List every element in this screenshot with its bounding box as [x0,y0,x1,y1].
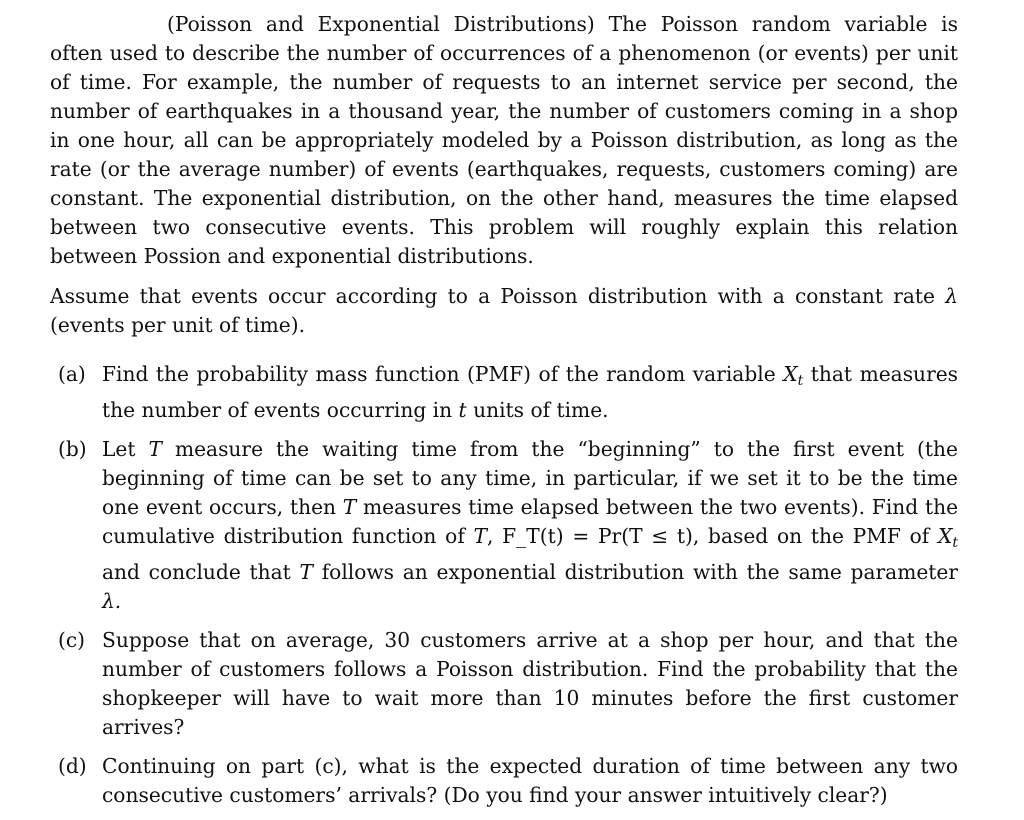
question-b-text-2: measure the waiting time from the “beginning” to the first event (the beginning of time can be set to any time, in particular, if we set it to be the time one event occurs, then [102,437,958,519]
lambda-symbol: λ. [102,589,122,613]
lambda-symbol: λ [945,284,958,308]
assumption-text: Assume that events occur according to a Poisson distribution with a constant rate [50,284,935,308]
question-b-text-3: measures time elapsed between the two events). Find the cumulative distribution function of [102,495,959,548]
problem-heading: (Poisson and Exponential Distributions) [167,12,595,36]
question-b-text-4: based on the PMF of [708,524,930,548]
question-b-label: (b) [58,437,87,461]
variable-t: t [458,398,467,422]
question-list [50,360,958,810]
variable-x-t: $X_t$ [783,362,804,389]
question-a-text-3: units of time. [473,398,609,422]
question-d-text: Continuing on part (c), what is the expected duration of time between any two consecutive customers’ arrivals? (Do you find your answer intuitively clear?) [102,754,958,807]
question-a-text-1: Find the probability mass function (PMF) of the random variable [102,362,776,386]
assumption-tail: (events per unit of time). [50,313,305,337]
question-a-text-2: that measures the number of events occurring in [102,362,959,422]
question-c-label: (c) [58,628,86,652]
question-d-label: (d) [58,754,87,778]
variable-T: T [342,495,357,519]
variable-x-t: $X_t$ [937,524,958,551]
cdf-formula: F_T(t) = Pr(T ≤ t), [502,524,700,548]
question-a [50,360,958,425]
question-b: (b) Let T measure the waiting time from the “beginning” to the first event (the beginning of time can be set to any time, in particular, if we set it to be the time one event occurs, then T measures time elapsed between the two events). Find the cumulative distribution function of T, F_T(t) = Pr(T ≤ t), based on the PMF of $X_t$ and conclude that T follows an exponential distribution with the same parameter λ. [58,437,959,613]
intro-paragraph [50,10,958,271]
question-b-text-6: follows an exponential distribution with the same parameter [321,560,959,584]
question-b-text-1: Let [102,437,136,461]
variable-T: T [299,560,313,584]
question-b-text-5: and conclude that [102,560,291,584]
assumption-paragraph [50,282,958,340]
variable-T: T [473,524,487,548]
intro-text: The Poisson random variable is often used to describe the number of occurrences of a phenomenon (or events) per unit of time. For example, the number of requests to an internet service per second, the number of earthquakes in a thousand year, the number of customers coming in a shop in one hour, all can be appropriately modeled by a Poisson distribution, as long as the rate (or the average number) of events (earthquakes, requests, customers coming) are constant. The exponential distribution, on the other hand, measures the time elapsed between two consecutive events. This problem will roughly explain this relation between Possion and exponential distributions. [50,12,959,268]
problem-document [50,10,958,820]
variable-T: T [148,437,162,461]
question-d [50,752,958,810]
question-c-text: Suppose that on average, 30 customers arrive at a shop per hour, and that the number of customers follows a Poisson distribution. Find the probability that the shopkeeper will have to wait more than 10 minutes before the first customer arrives? [102,628,958,739]
question-c [50,626,958,742]
question-a-label: (a) [58,362,86,386]
